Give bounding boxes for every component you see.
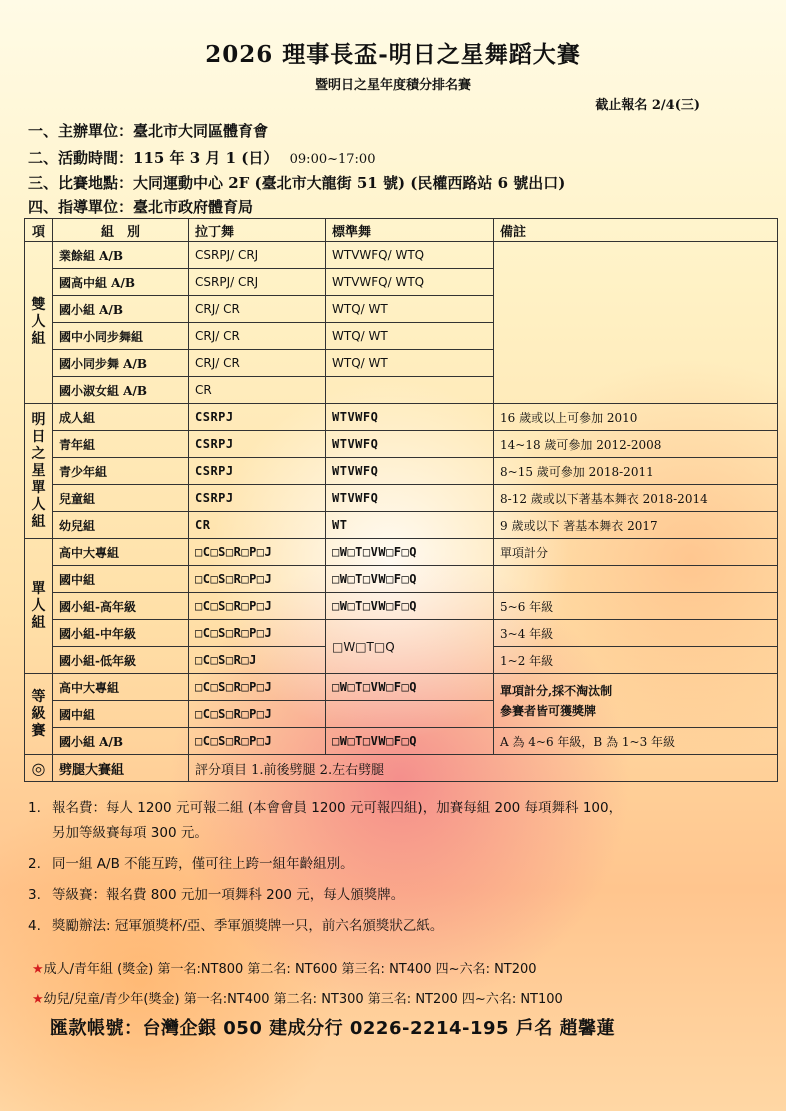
- group-cell: 國中組: [53, 566, 189, 593]
- latin-cell: CRJ/ CR: [189, 350, 326, 377]
- group-cell: 國中小同步舞組: [53, 323, 189, 350]
- star-icon: ★: [32, 992, 44, 1007]
- latin-cell: CRJ/ CR: [189, 296, 326, 323]
- header-standard: 標準舞: [326, 219, 494, 242]
- note-cell: 單項計分: [494, 539, 778, 566]
- group-cell: 高中大專組: [53, 674, 189, 701]
- group-cell: 國小組-中年級: [53, 620, 189, 647]
- standard-cell: WTVWFQ: [326, 431, 494, 458]
- group-cell: 國小組 A/B: [53, 728, 189, 755]
- term-item: [28, 883, 768, 908]
- standard-cell: □W□T□VW□F□Q: [326, 728, 494, 755]
- standard-cell: WTQ/ WT: [326, 296, 494, 323]
- standard-cell: WTVWFQ: [326, 485, 494, 512]
- prize-line: [32, 958, 537, 977]
- group-cell: 國小組-低年級: [53, 647, 189, 674]
- table-row: [25, 485, 778, 512]
- standard-cell: WTVWFQ: [326, 458, 494, 485]
- header-group: 組 別: [53, 219, 189, 242]
- note-cell: 1~2 年級: [494, 647, 778, 674]
- term-text: 獎勵辦法: 冠軍頒獎杯/亞、季軍頒獎牌一只，前六名頒獎狀乙紙。: [52, 918, 444, 934]
- latin-cell: □C□S□R□P□J: [189, 728, 326, 755]
- term-text: 另加等級賽每項 300 元。: [52, 825, 208, 841]
- term-text: 報名費：每人 1200 元可報二組 (本會會員 1200 元可報四組)，加賽每組 200 每項舞科 100，: [52, 800, 623, 816]
- group-cell: 劈腿大賽組: [53, 755, 189, 782]
- standard-cell: □W□T□VW□F□Q: [326, 566, 494, 593]
- standard-cell: WTVWFQ/ WTQ: [326, 269, 494, 296]
- info-venue: 三、比賽地點：大同運動中心 2F (臺北市大龍街 51 號) (民權西路站 6 號出口): [28, 174, 566, 192]
- latin-cell: □C□S□R□P□J: [189, 674, 326, 701]
- table-row: [25, 620, 778, 647]
- standard-cell: □W□T□VW□F□Q: [326, 593, 494, 620]
- note-cell: 16 歲或以上可參加 2010: [494, 404, 778, 431]
- latin-cell: CSRPJ/ CRJ: [189, 242, 326, 269]
- note-cell: A 為 4~6 年級，B 為 1~3 年級: [494, 728, 778, 755]
- standard-cell: WTVWFQ: [326, 404, 494, 431]
- group-cell: 成人組: [53, 404, 189, 431]
- prize-line: [32, 988, 563, 1007]
- standard-cell: [326, 377, 494, 404]
- term-text: 同一組 A/B 不能互跨，僅可往上跨一組年齡組別。: [52, 856, 354, 872]
- grade-note-line-1: 單項計分,採不淘汰制: [500, 683, 613, 698]
- group-cell: 高中大專組: [53, 539, 189, 566]
- latin-cell: CSRPJ: [189, 431, 326, 458]
- note-cell: 5~6 年級: [494, 593, 778, 620]
- latin-cell: □C□S□R□P□J: [189, 566, 326, 593]
- standard-cell: □W□T□Q: [326, 620, 494, 674]
- bank-account: 匯款帳號：台灣企銀 050 建成分行 0226-2214-195 戶名 趙馨蓮: [50, 1018, 616, 1039]
- header-note: 備註: [494, 219, 778, 242]
- term-text: 等級賽：報名費 800 元加一項舞科 200 元，每人頒獎牌。: [52, 887, 405, 903]
- latin-cell: CSRPJ/ CRJ: [189, 269, 326, 296]
- table-row: [25, 242, 778, 269]
- info-guidance: 四、指導單位：臺北市政府體育局: [28, 198, 254, 216]
- note-cell: 3~4 年級: [494, 620, 778, 647]
- prize-text: 幼兒/兒童/青少年(獎金) 第一名:NT400 第二名: NT300 第三名: NT200 四~六名: NT100: [43, 992, 563, 1007]
- standard-cell: WTVWFQ/ WTQ: [326, 242, 494, 269]
- standard-cell: WTQ/ WT: [326, 323, 494, 350]
- table-row: [25, 674, 778, 701]
- group-cell: 國小組-高年級: [53, 593, 189, 620]
- star-icon: ★: [32, 962, 44, 977]
- deadline: 截止報名 2/4(三): [595, 98, 700, 113]
- note-cell-empty: [494, 242, 778, 404]
- terms-list: [28, 796, 768, 939]
- category-double: 雙人組: [25, 242, 53, 404]
- split-items: 評分項目 1.前後劈腿 2.左右劈腿: [189, 755, 778, 782]
- group-cell: 國小同步舞 A/B: [53, 350, 189, 377]
- info-date: [28, 147, 375, 168]
- standard-cell: □W□T□VW□F□Q: [326, 539, 494, 566]
- table-row: [25, 728, 778, 755]
- group-cell: 青少年組: [53, 458, 189, 485]
- prize-text: 成人/青年組 (獎金) 第一名:NT800 第二名: NT600 第三名: NT400 四~六名: NT200: [43, 962, 537, 977]
- table-row: [25, 404, 778, 431]
- category-grade: 等級賽: [25, 674, 53, 755]
- category-star: 明日之星 單人組: [25, 404, 53, 539]
- latin-cell: □C□S□R□P□J: [189, 593, 326, 620]
- group-cell: 國高中組 A/B: [53, 269, 189, 296]
- note-cell: 14~18 歲可參加 2012-2008: [494, 431, 778, 458]
- table-row: [25, 755, 778, 782]
- term-num: 3.: [28, 887, 41, 903]
- latin-cell: CRJ/ CR: [189, 323, 326, 350]
- event-table: [24, 218, 778, 782]
- term-item: [28, 852, 768, 877]
- group-cell: 幼兒組: [53, 512, 189, 539]
- category-single: 單人組: [25, 539, 53, 674]
- group-cell: 青年組: [53, 431, 189, 458]
- note-cell: 8~15 歲可參加 2018-2011: [494, 458, 778, 485]
- latin-cell: CSRPJ: [189, 485, 326, 512]
- group-cell: 國中組: [53, 701, 189, 728]
- table-row: [25, 512, 778, 539]
- note-cell: 9 歲或以下 著基本舞衣 2017: [494, 512, 778, 539]
- latin-cell: CSRPJ: [189, 404, 326, 431]
- page-subtitle: 暨明日之星年度積分排名賽: [314, 78, 471, 93]
- latin-cell: □C□S□R□P□J: [189, 539, 326, 566]
- latin-cell: CR: [189, 377, 326, 404]
- term-item: [28, 796, 768, 821]
- standard-cell: WTQ/ WT: [326, 350, 494, 377]
- standard-cell: WT: [326, 512, 494, 539]
- term-num: 1.: [28, 800, 41, 816]
- latin-cell: □C□S□R□J: [189, 647, 326, 674]
- table-row: [25, 539, 778, 566]
- header-latin: 拉丁舞: [189, 219, 326, 242]
- info-date-time: 09:00~17:00: [289, 152, 376, 167]
- term-num: 4.: [28, 918, 41, 934]
- group-cell: 國小淑女組 A/B: [53, 377, 189, 404]
- note-cell: [494, 566, 778, 593]
- table-row: [25, 566, 778, 593]
- page-title: 2026 理事長盃-明日之星舞蹈大賽: [205, 41, 581, 68]
- table-header-row: [25, 219, 778, 242]
- grade-note-line-2: 參賽者皆可獲獎牌: [500, 703, 597, 718]
- term-item: [28, 821, 768, 846]
- note-cell-merged: [494, 674, 778, 728]
- group-cell: 兒童組: [53, 485, 189, 512]
- latin-cell: □C□S□R□P□J: [189, 701, 326, 728]
- group-cell: 國小組 A/B: [53, 296, 189, 323]
- note-cell: 8-12 歲或以下著基本舞衣 2018-2014: [494, 485, 778, 512]
- info-organizer: 一、主辦單位：臺北市大同區體育會: [28, 122, 269, 140]
- term-num: 2.: [28, 856, 41, 872]
- table-row: [25, 458, 778, 485]
- standard-cell: □W□T□VW□F□Q: [326, 674, 494, 701]
- header-category: 項: [25, 219, 53, 242]
- info-date-label: 二、活動時間：115 年 3 月 1 (日）: [28, 149, 279, 167]
- table-row: [25, 593, 778, 620]
- standard-cell: [326, 701, 494, 728]
- latin-cell: CR: [189, 512, 326, 539]
- latin-cell: CSRPJ: [189, 458, 326, 485]
- term-item: [28, 914, 768, 939]
- group-cell: 業餘組 A/B: [53, 242, 189, 269]
- table-row: [25, 431, 778, 458]
- split-symbol: ◎: [25, 755, 53, 782]
- latin-cell: □C□S□R□P□J: [189, 620, 326, 647]
